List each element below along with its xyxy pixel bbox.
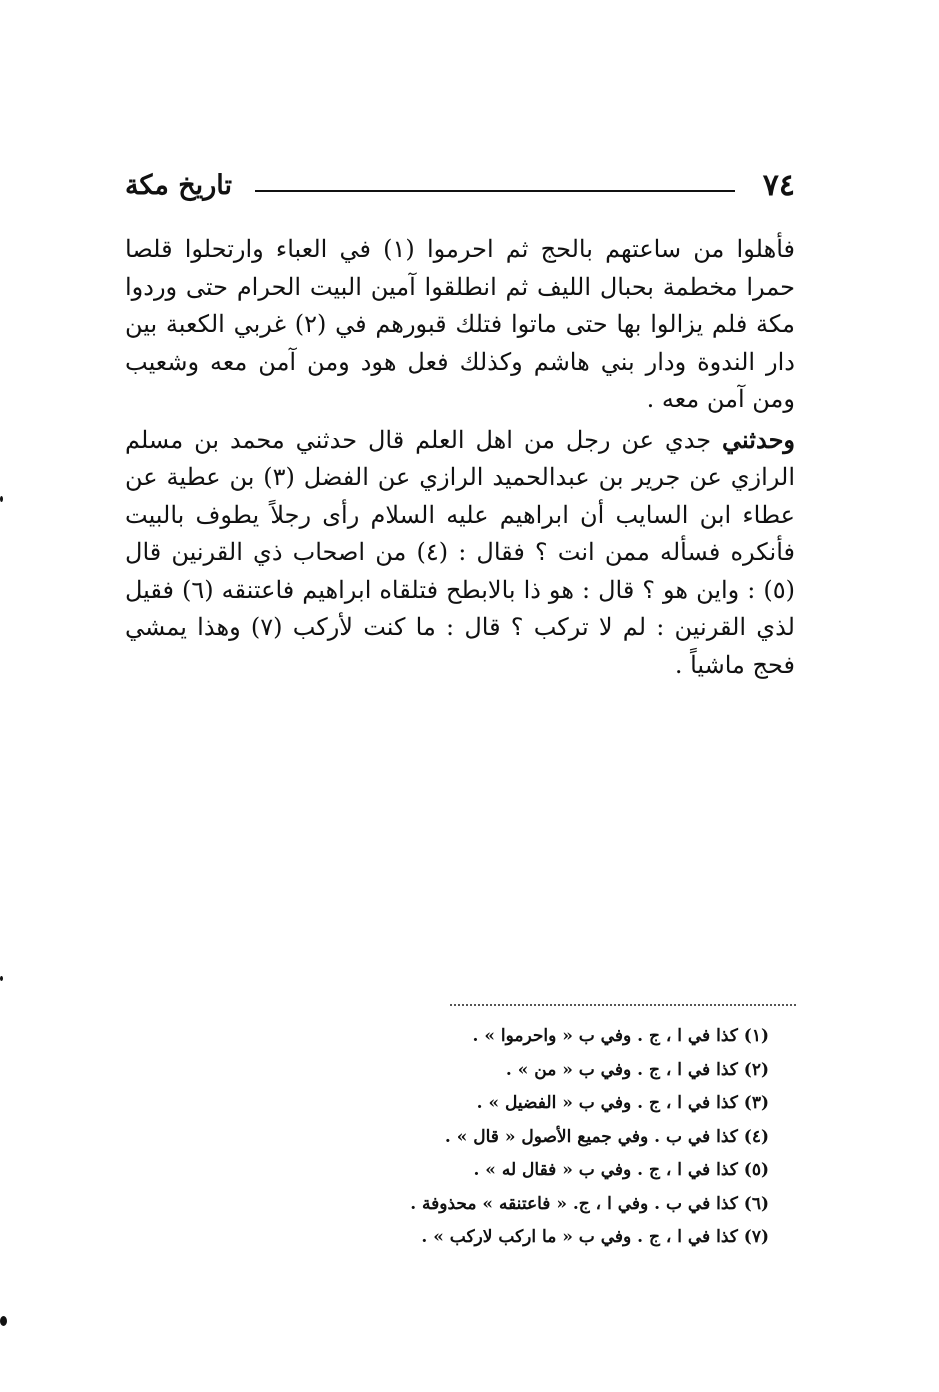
paragraph-lead: وحدثني <box>722 424 795 454</box>
scan-speck <box>0 1316 7 1326</box>
footnote-5: (٥) كذا في ا ، ج . وفي ب « فقال له » . <box>473 1160 769 1180</box>
running-title: تاريخ مكة <box>125 170 232 201</box>
body-text <box>125 230 795 684</box>
footnote-2: (٢) كذا في ا ، ج . وفي ب « من » . <box>505 1059 769 1080</box>
footnote-separator <box>450 1004 796 1006</box>
footnotes <box>389 1020 769 1255</box>
scan-speck <box>0 496 3 502</box>
footnote-1: (١) كذا في ا ، ج . وفي ب « واحرموا » . <box>472 1026 769 1046</box>
paragraph-text: جدي عن رجل من اهل العلم قال حدثني محمد بن مسلم الرازي عن جرير بن عبدالحميد الرازي عن الفضل (٣) بن عطية عن عطاء ابن السايب أن ابراهيم عليه السلام رأى رجلاً يطوف بالبيت فأنكره فسأله ممن انت ؟ فقال : (٤) من اصحاب ذي القرنين قال (٥) : واين هو ؟ قال : هو ذا بالابطح فتلقاه ابراهيم فاعتنقه (٦) فقيل لذي القرنين : لم لا تركب ؟ قال : ما كنت لأركب (٧) وهذا يمشي فحج ماشياً . <box>125 425 795 679</box>
paragraph-1 <box>125 230 795 419</box>
footnote-6: (٦) كذا في ب . وفي ا ، ج. « فاعتنقه » محذوفة . <box>410 1193 769 1214</box>
paragraph-2 <box>125 421 795 685</box>
page-number: ٧٤ <box>762 168 795 203</box>
footnote-4: (٤) كذا في ب . وفي جميع الأصول « قال » . <box>444 1126 769 1147</box>
header-rule <box>255 190 735 192</box>
footnote-3: (٣) كذا في ا ، ج . وفي ب « الفضيل » . <box>476 1093 769 1113</box>
footnote-7: (٧) كذا في ا ، ج . وفي ب « ما اركب لاركب » . <box>421 1227 769 1247</box>
running-header <box>125 168 795 208</box>
paragraph-text: فأهلوا من ساعتهم بالحج ثم احرموا (١) في العباء وارتحلوا قلصا حمرا مخطمة بحبال الليف ثم انطلقوا آمين البيت الحرام حتى وردوا مكة فلم يزالوا بها حتى ماتوا فتلك قبورهم في (٢) غربي الكعبة بين دار الندوة ودار بني هاشم وكذلك فعل هود ومن آمن معه وشعيب ومن آمن معه . <box>125 235 796 413</box>
scan-speck <box>0 976 3 981</box>
